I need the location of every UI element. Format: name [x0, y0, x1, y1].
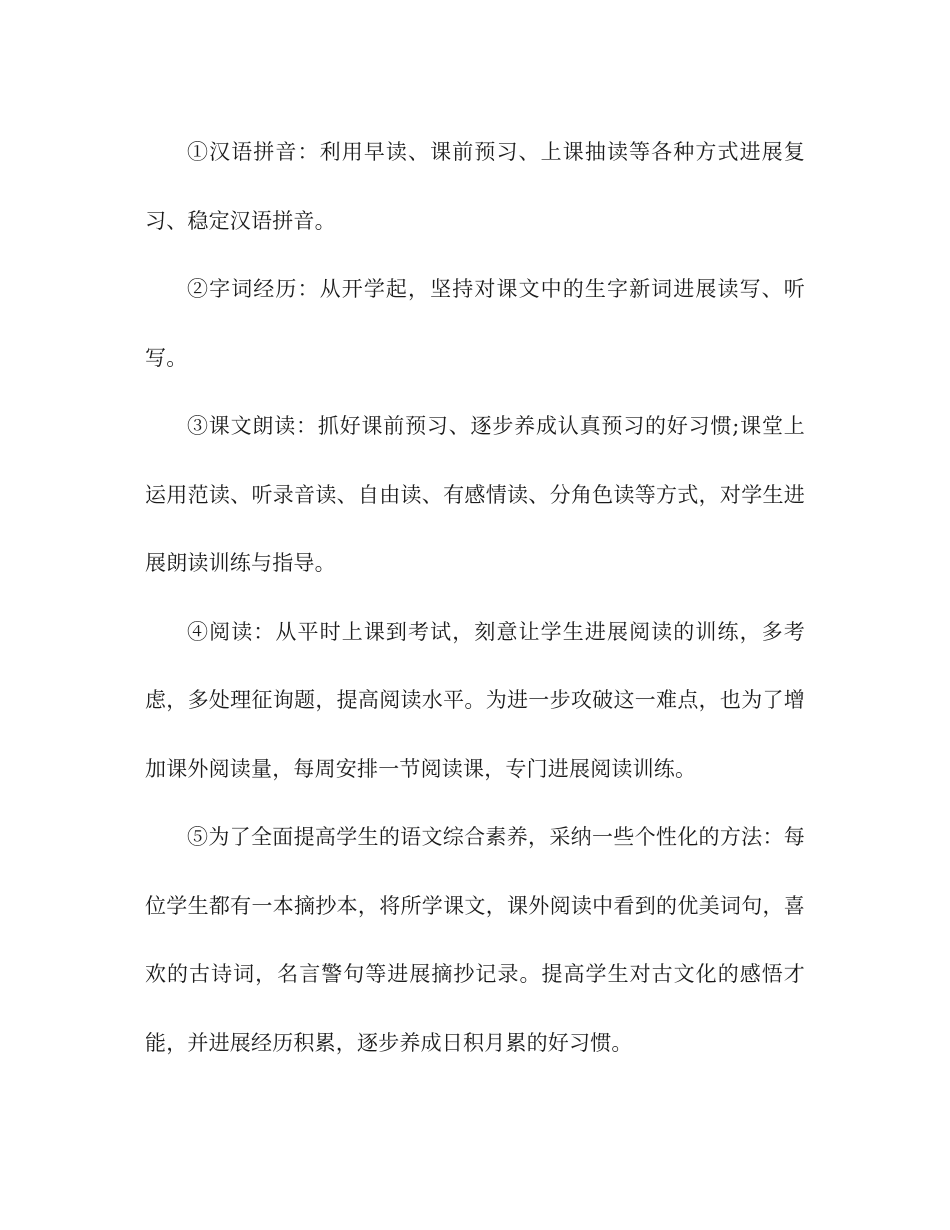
paragraph-reading: ④阅读：从平时上课到考试，刻意让学生进展阅读的训练，多考虑，多处理征询题，提高阅读水平。为进一步攻破这一难点，也为了增加课外阅读量，每周安排一节阅读课，专门进展阅读训练。 [145, 619, 805, 781]
document-body [145, 118, 805, 1077]
paragraph-pinyin: ①汉语拼音：利用早读、课前预习、上课抽读等各种方式进展复习、稳定汉语拼音。 [145, 140, 805, 233]
paragraph-vocabulary: ②字词经历：从开学起，坚持对课文中的生字新词进展读写、听写。 [145, 277, 805, 370]
paragraph-reading-aloud: ③课文朗读：抓好课前预习、逐步养成认真预习的好习惯;课堂上运用范读、听录音读、自由读、有感情读、分角色读等方式，对学生进展朗读训练与指导。 [145, 414, 805, 575]
paragraph-literacy-methods: ⑤为了全面提高学生的语文综合素养，采纳一些个性化的方法：每位学生都有一本摘抄本，将所学课文，课外阅读中看到的优美词句，喜欢的古诗词，名言警句等进展摘抄记录。提高学生对古文化的感悟才能，并进展经历积累，逐步养成日积月累的好习惯。 [145, 825, 805, 1055]
